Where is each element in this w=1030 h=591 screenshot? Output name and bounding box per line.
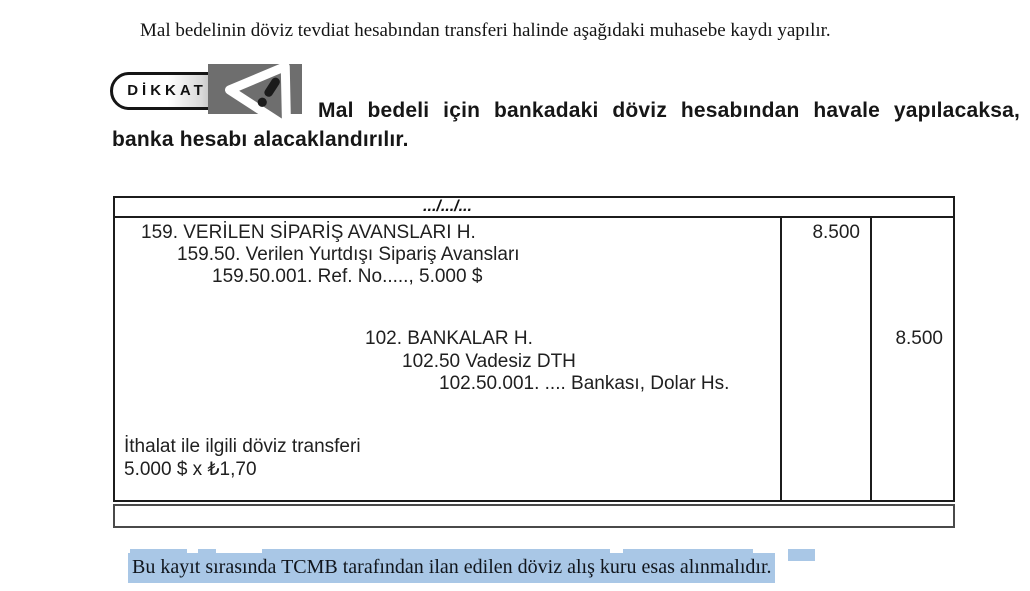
journal-body [115,218,953,500]
journal-footer-strip [113,504,955,528]
journal-line-credit-detail: 102.50.001. .... Bankası, Dolar Hs. [439,373,730,394]
credit-column-divider [870,218,872,500]
journal-header-row [115,198,953,218]
journal-line-credit-sub: 102.50 Vadesiz DTH [402,351,576,372]
journal-memo-line2: 5.000 $ x ₺1,70 [124,459,257,480]
dikkat-badge [108,58,323,120]
journal-table [113,196,955,502]
highlighted-sentence-region [128,553,828,587]
journal-line-debit-detail: 159.50.001. Ref. No....., 5.000 $ [212,266,483,287]
debit-amount: 8.500 [812,222,860,243]
credit-amount: 8.500 [895,328,943,349]
journal-line-debit-account: 159. VERİLEN SİPARİŞ AVANSLARI H. [141,222,476,243]
journal-memo-line1: İthalat ile ilgili döviz transferi [124,436,361,457]
warning-triangle-icon [220,58,320,122]
attention-note-line2: banka hesabı alacaklandırılır. [112,128,409,151]
journal-line-debit-sub: 159.50. Verilen Yurtdışı Sipariş Avansları [177,244,520,265]
journal-line-credit-account: 102. BANKALAR H. [365,328,533,349]
dikkat-badge-label: DİKKAT [127,82,207,99]
attention-note-line1: Mal bedeli için bankadaki döviz hesabından havale yapılacaksa, [318,99,1020,122]
highlighted-sentence[interactable]: Bu kayıt sırasında TCMB tarafından ilan edilen döviz alış kuru esas alınmalıdır. [128,553,775,583]
selection-patch [788,549,815,561]
journal-date-header: .../.../... [423,198,472,215]
intro-paragraph: Mal bedelinin döviz tevdiat hesabından transferi halinde aşağıdaki muhasebe kaydı yapılır. [140,20,831,41]
debit-column-divider [780,218,782,500]
